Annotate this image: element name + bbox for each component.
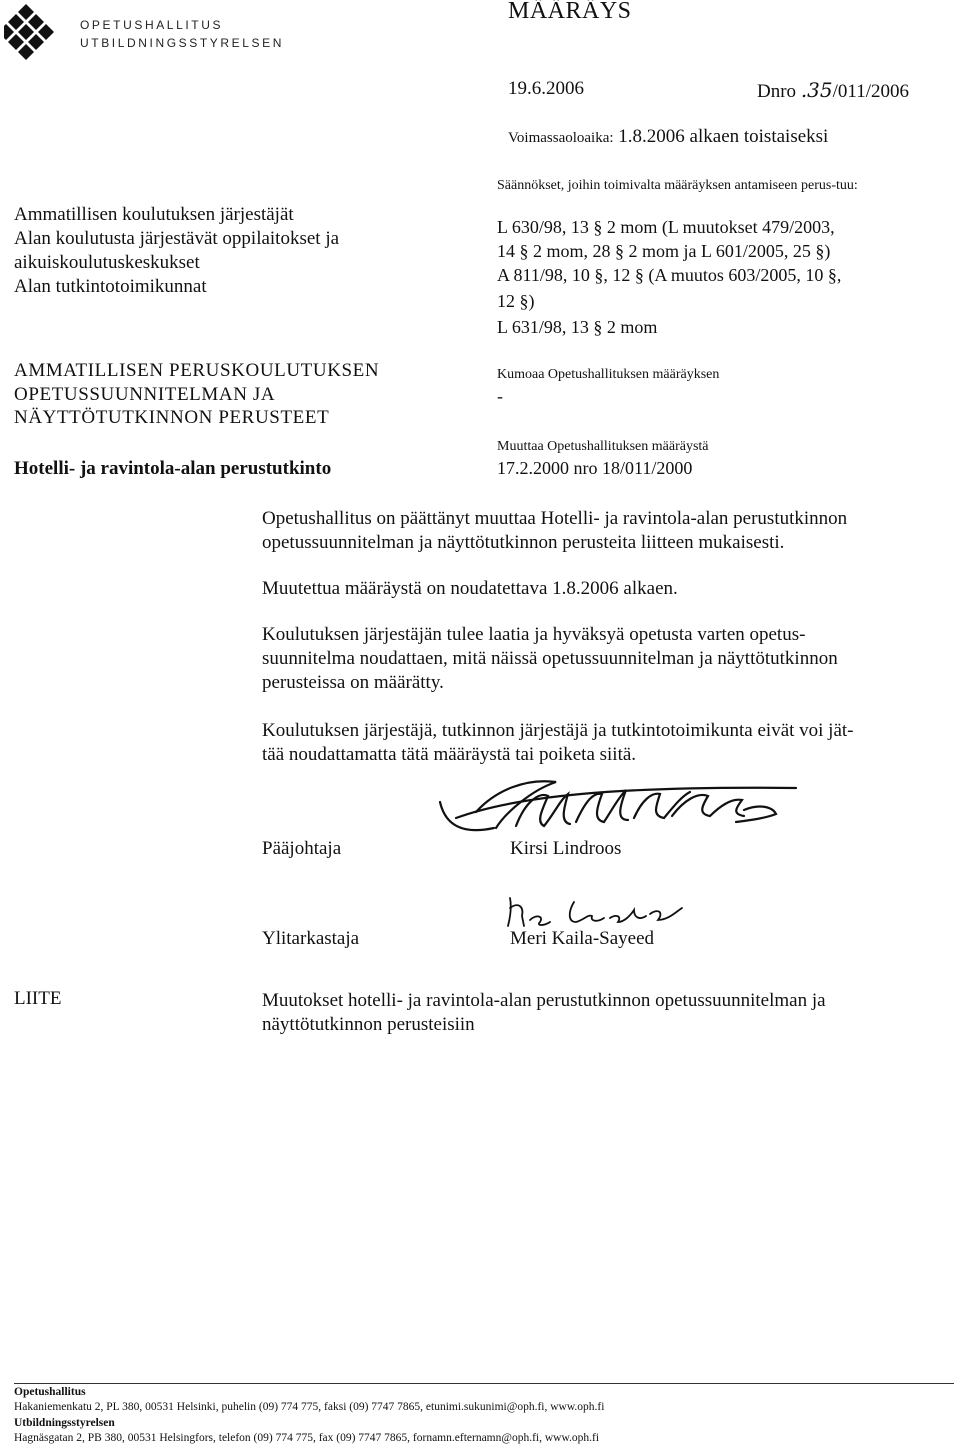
org-name-sv: UTBILDNINGSSTYRELSEN (80, 36, 285, 50)
footer-org-sv-name: Utbildningsstyrelsen (14, 1417, 115, 1429)
signer-role-1: Pääjohtaja (262, 838, 342, 859)
footer-org-sv (14, 1416, 115, 1431)
rule-line: 14 § 2 mom, 28 § 2 mom ja L 601/2005, 25 §) (497, 241, 831, 261)
footer-address-sv: Hagnäsgatan 2, PB 380, 00531 Helsingfors, telefon (09) 774 775, fax (09) 7747 7865, fornamn.efternamn@oph.fi, www.oph.fi (14, 1432, 600, 1444)
paragraph-line: Muutettua määräystä on noudatettava 1.8.2006 alkaen. (262, 578, 678, 599)
opetushallitus-logo (4, 4, 70, 64)
recipient-line: Alan koulutusta järjestävät oppilaitokset ja (14, 228, 340, 249)
appendix-line: näyttötutkinnon perusteisiin (262, 1014, 475, 1035)
recipient-line: Alan tutkintotoimikunnat (14, 276, 207, 297)
dnro-suffix: /011/2006 (832, 81, 909, 102)
paragraph-line: Opetushallitus on päättänyt muuttaa Hotelli- ja ravintola-alan perustutkinnon (262, 508, 848, 529)
recipient-line: Ammatillisen koulutuksen järjestäjät (14, 204, 294, 225)
validity-value: 1.8.2006 alkaen toistaiseksi (618, 126, 829, 147)
dnro-prefix: Dnro (757, 81, 797, 102)
amends-label: Muuttaa Opetushallituksen määräystä (497, 439, 709, 454)
recipient-line: aikuiskoulutuskeskukset (14, 252, 200, 273)
document-title-line: OPETUSSUUNNITELMAN JA (14, 384, 276, 405)
paragraph-line: opetussuunnitelman ja näyttötutkinnon perusteita liitteen mukaisesti. (262, 532, 785, 553)
footer-org-fi (14, 1385, 86, 1400)
signer-role-2: Ylitarkastaja (262, 928, 360, 949)
document-title-line: NÄYTTÖTUTKINNON PERUSTEET (14, 407, 330, 428)
repeals-label: Kumoaa Opetushallituksen määräyksen (497, 367, 720, 382)
handwritten-signature-lindroos (436, 770, 816, 850)
amends-value: 17.2.2000 nro 18/011/2000 (497, 458, 693, 478)
document-number (757, 78, 909, 103)
appendix-line: Muutokset hotelli- ja ravintola-alan perustutkinnon opetussuunnitelman ja (262, 990, 826, 1011)
rules-heading: Säännökset, joihin toimivalta määräyksen antamiseen perus-tuu: (497, 178, 858, 193)
rule-line: 12 §) (497, 291, 535, 311)
handwritten-initials-kaila-sayeed (504, 892, 694, 930)
footer-address-fi: Hakaniemenkatu 2, PL 380, 00531 Helsinki, puhelin (09) 774 775, faksi (09) 7747 7865, etunimi.sukunimi@oph.fi, www.oph.fi (14, 1401, 605, 1413)
document-date: 19.6.2006 (508, 78, 584, 99)
validity (508, 126, 828, 148)
document-type: MÄÄRÄYS (508, 0, 632, 24)
signer-name-2: Meri Kaila-Sayeed (510, 928, 655, 949)
footer-divider (14, 1383, 954, 1384)
signer-name-1: Kirsi Lindroos (510, 838, 622, 859)
rule-line: L 630/98, 13 § 2 mom (L muutokset 479/2003, (497, 217, 835, 237)
dnro-handwritten: .35 (800, 78, 833, 102)
paragraph-line: tää noudattamatta tätä määräystä tai poiketa siitä. (262, 744, 637, 765)
rule-line: L 631/98, 13 § 2 mom (497, 317, 658, 337)
document-title-line: AMMATILLISEN PERUSKOULUTUKSEN (14, 360, 380, 381)
appendix-label: LIITE (14, 988, 62, 1009)
paragraph-line: suunnitelma noudattaen, mitä näissä opetussuunnitelman ja näyttötutkinnon (262, 648, 838, 669)
paragraph-line: perusteissa on määrätty. (262, 672, 444, 693)
validity-label: Voimassaoloaika: (508, 130, 614, 146)
paragraph-line: Koulutuksen järjestäjä, tutkinnon järjestäjä ja tutkintotoimikunta eivät voi jät- (262, 720, 854, 741)
paragraph-line: Koulutuksen järjestäjän tulee laatia ja hyväksyä opetusta varten opetus- (262, 624, 806, 645)
rule-line: A 811/98, 10 §, 12 § (A muutos 603/2005, 10 §, (497, 265, 842, 285)
org-name-fi: OPETUSHALLITUS (80, 18, 224, 32)
document-subtitle: Hotelli- ja ravintola-alan perustutkinto (14, 458, 332, 479)
repeals-value: - (497, 386, 503, 406)
footer-org-fi-name: Opetushallitus (14, 1386, 86, 1398)
